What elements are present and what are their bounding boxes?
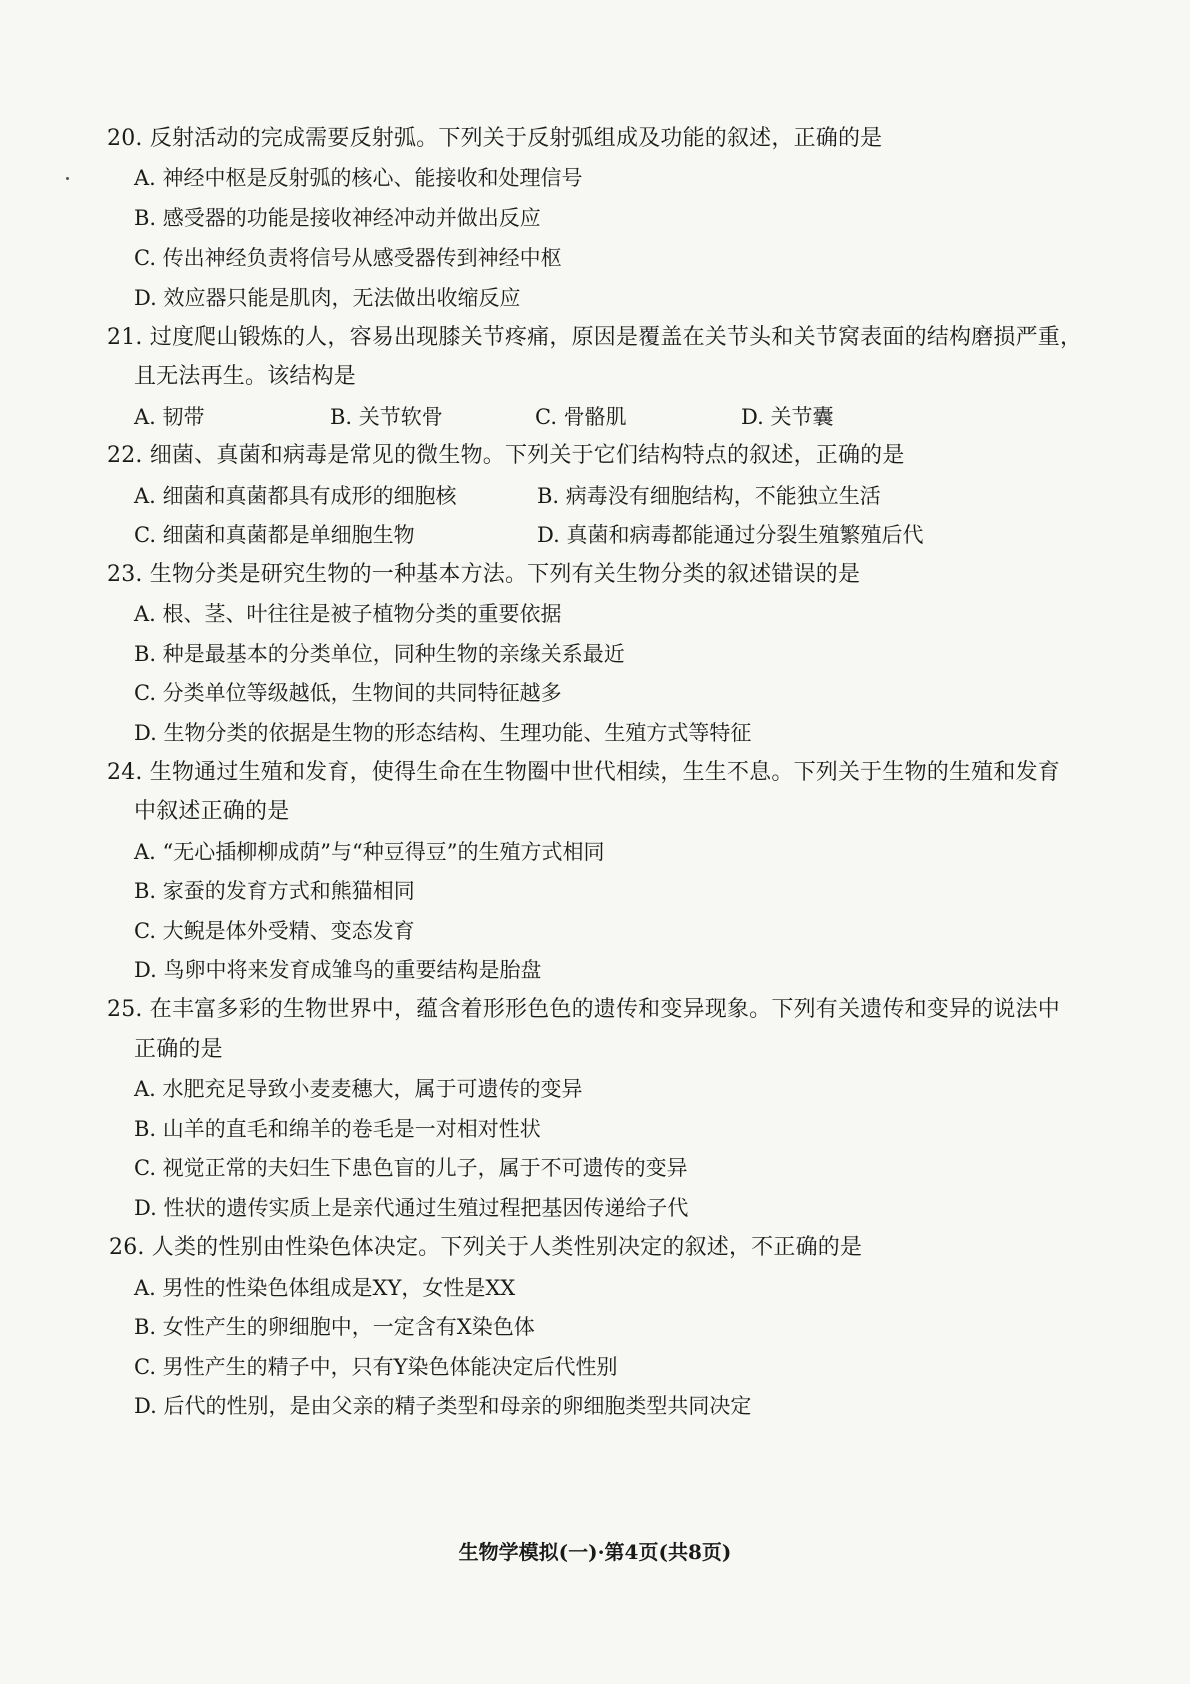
- question-23-option-a: A. 根、茎、叶往往是被子植物分类的重要依据: [134, 602, 562, 626]
- question-25-stem-line-1: 25. 在丰富多彩的生物世界中，蕴含着形形色色的遗传和变异现象。下列有关遗传和变异的说法中: [107, 997, 1060, 1022]
- question-25-option-a: A. 水肥充足导致小麦麦穗大，属于可遗传的变异: [134, 1077, 583, 1101]
- question-21-option-a: A. 韧带: [134, 405, 205, 429]
- question-22-option-b: B. 病毒没有细胞结构，不能独立生活: [537, 484, 881, 508]
- question-25-option-c: C. 视觉正常的夫妇生下患色盲的儿子，属于不可遗传的变异: [134, 1156, 688, 1180]
- question-21-option-b: B. 关节软骨: [330, 405, 443, 429]
- question-24-stem-line-2: 中叙述正确的是: [134, 799, 290, 824]
- question-26-option-b: B. 女性产生的卵细胞中，一定含有X染色体: [134, 1315, 535, 1339]
- question-25-option-d: D. 性状的遗传实质上是亲代通过生殖过程把基因传递给子代: [134, 1196, 689, 1220]
- question-23-stem: 23. 生物分类是研究生物的一种基本方法。下列有关生物分类的叙述错误的是: [107, 562, 861, 587]
- question-20-option-a: A. 神经中枢是反射弧的核心、能接收和处理信号: [134, 166, 583, 190]
- question-26-option-a: A. 男性的性染色体组成是XY，女性是XX: [134, 1276, 516, 1300]
- question-26-stem: 26. 人类的性别由性染色体决定。下列关于人类性别决定的叙述，不正确的是: [109, 1235, 863, 1260]
- question-24-option-c: C. 大鲵是体外受精、变态发育: [134, 919, 415, 943]
- question-20-option-c: C. 传出神经负责将信号从感受器传到神经中枢: [134, 246, 562, 270]
- question-20-option-b: B. 感受器的功能是接收神经冲动并做出反应: [134, 206, 541, 230]
- question-22-option-c: C. 细菌和真菌都是单细胞生物: [134, 523, 415, 547]
- question-25-stem-line-2: 正确的是: [134, 1037, 223, 1062]
- question-24-option-d: D. 鸟卵中将来发育成雏鸟的重要结构是胎盘: [134, 958, 542, 982]
- question-21-stem-line-1: 21. 过度爬山锻炼的人，容易出现膝关节疼痛，原因是覆盖在关节头和关节窝表面的结构磨损严重，: [107, 325, 1083, 350]
- question-24-option-b: B. 家蚕的发育方式和熊猫相同: [134, 879, 415, 903]
- question-24-option-a: A. “无心插柳柳成荫”与“种豆得豆”的生殖方式相同: [134, 840, 605, 864]
- question-22-stem: 22. 细菌、真菌和病毒是常见的微生物。下列关于它们结构特点的叙述，正确的是: [107, 443, 905, 468]
- question-24-stem-line-1: 24. 生物通过生殖和发育，使得生命在生物圈中世代相续，生生不息。下列关于生物的生殖和发育: [107, 760, 1060, 785]
- question-26-option-c: C. 男性产生的精子中，只有Y染色体能决定后代性别: [134, 1355, 618, 1379]
- question-23-option-d: D. 生物分类的依据是生物的形态结构、生理功能、生殖方式等特征: [134, 721, 752, 745]
- page-footer: 生物学模拟(一)·第4页(共8页): [458, 1540, 732, 1564]
- question-25-option-b: B. 山羊的直毛和绵羊的卷毛是一对相对性状: [134, 1117, 541, 1141]
- question-21-option-d: D. 关节囊: [741, 405, 834, 429]
- question-26-option-d: D. 后代的性别，是由父亲的精子类型和母亲的卵细胞类型共同决定: [134, 1394, 752, 1418]
- question-23-option-b: B. 种是最基本的分类单位，同种生物的亲缘关系最近: [134, 642, 625, 666]
- scan-speck: [66, 177, 69, 180]
- question-23-option-c: C. 分类单位等级越低，生物间的共同特征越多: [134, 681, 562, 705]
- question-21-option-c: C. 骨骼肌: [535, 405, 627, 429]
- question-22-option-a: A. 细菌和真菌都具有成形的细胞核: [134, 484, 457, 508]
- question-22-option-d: D. 真菌和病毒都能通过分裂生殖繁殖后代: [537, 523, 924, 547]
- question-20-option-d: D. 效应器只能是肌肉，无法做出收缩反应: [134, 286, 521, 310]
- question-21-stem-line-2: 且无法再生。该结构是: [134, 364, 357, 389]
- question-20-stem: 20. 反射活动的完成需要反射弧。下列关于反射弧组成及功能的叙述，正确的是: [107, 126, 883, 151]
